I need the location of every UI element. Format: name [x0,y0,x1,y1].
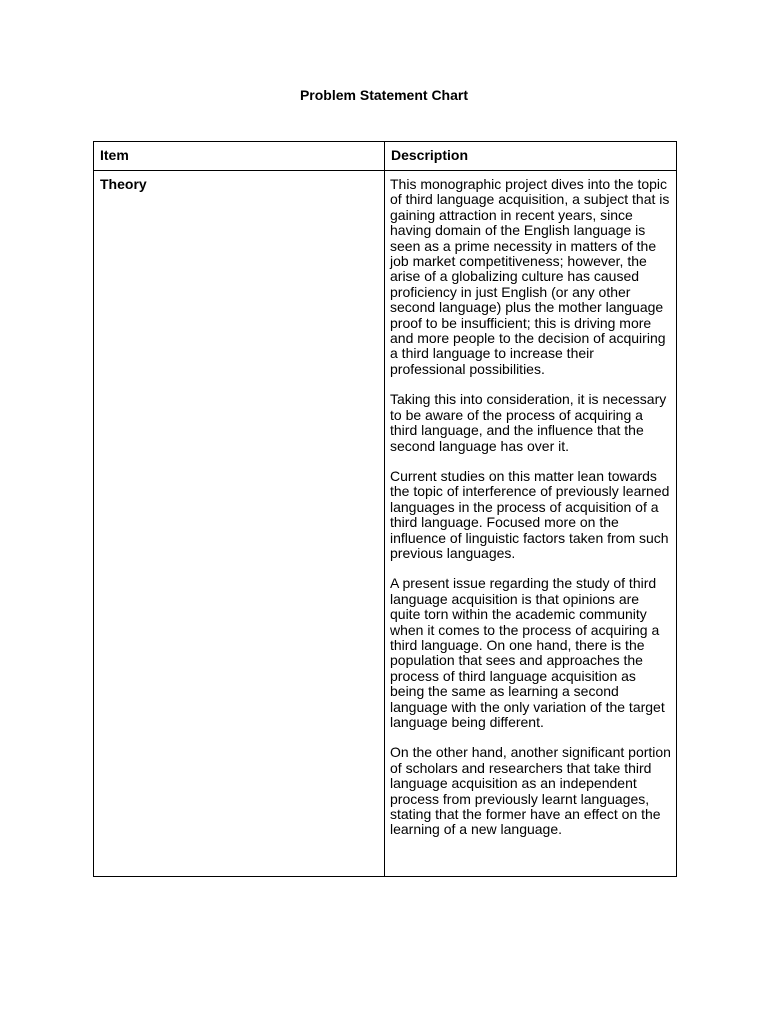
description-paragraph: Current studies on this matter lean towards the topic of interference of previously learned languages in the process of acquisition of a third language. Focused more on the influence of linguistic factors taken from such previous languages. [390,467,670,561]
item-label: Theory [100,176,147,192]
description-paragraph: A present issue regarding the study of third language acquisition is that opinions are quite torn within the academic community when it comes to the process of acquiring a third language. On one hand, there is the population that sees and approaches the process of third language acquisition as being the same as learning a second language with the only variation of the target language being different. [390,575,665,730]
description-paragraph: Taking this into consideration, it is necessary to be aware of the process of acquiring a third language, and the influence that the second language has over it. [390,391,667,454]
header-item-label: Item [100,147,129,163]
description-text [385,171,676,838]
problem-statement-table [93,141,677,877]
header-cell-description [385,142,677,171]
table-row [94,171,677,877]
description-paragraph: On the other hand, another significant portion of scholars and researchers that take third language acquisition as an independent process from previously learnt languages, stating that the former have an effect on the learning of a new language. [390,744,671,838]
description-paragraph: This monographic project dives into the topic of third language acquisition, a subject that is gaining attraction in recent years, since having domain of the English language is seen as a prime necessity in matters of the job market competitiveness; however, the arise of a globalizing culture has caused proficiency in just English (or any other second language) plus the mother language proof to be insufficient; this is driving more and more people to the decision of acquiring a third language to increase their professional possibilities. [390,176,670,377]
header-description-label: Description [391,147,469,163]
item-cell [94,171,385,877]
table-header-row [94,142,677,171]
header-cell-item [94,142,385,171]
description-cell [385,171,677,877]
page-title: Problem Statement Chart [299,87,469,103]
